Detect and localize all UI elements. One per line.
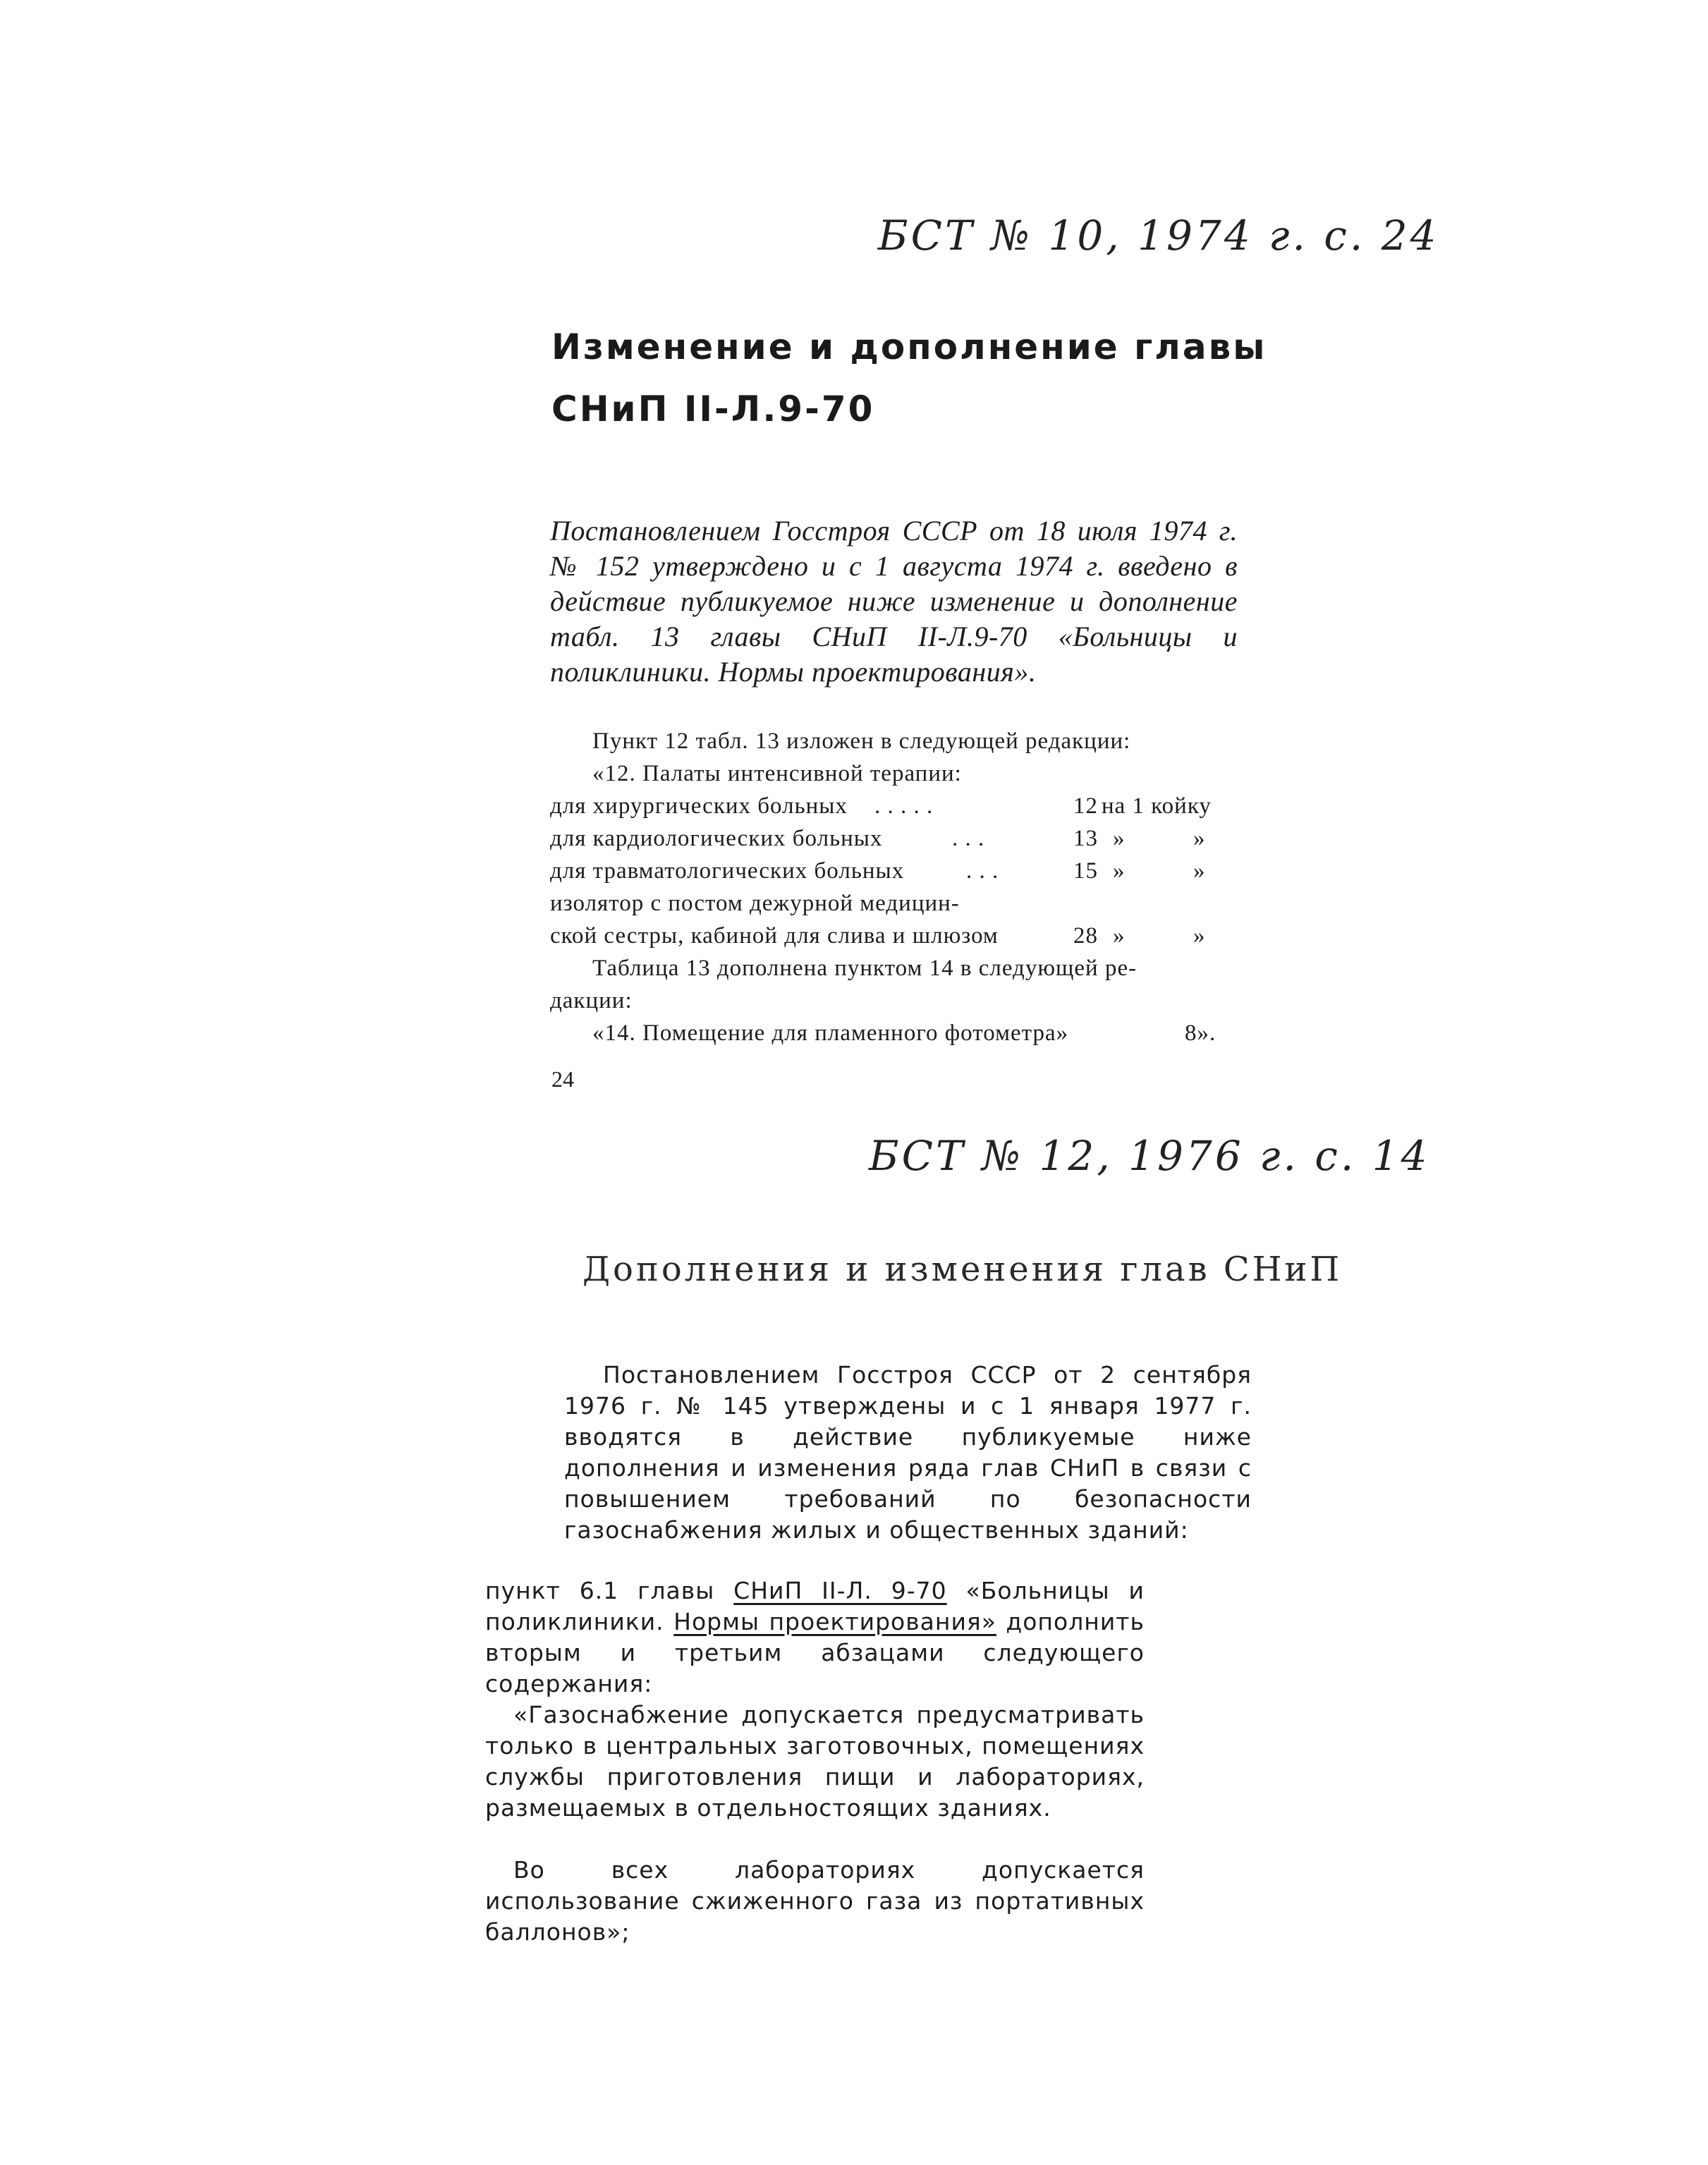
row-value: 13 — [1073, 826, 1098, 851]
row-label: для хирургических больных — [550, 793, 848, 819]
section1-title — [551, 316, 1267, 440]
item14-text: «14. Помещение для пламенного фотометра» — [592, 1020, 1069, 1046]
point-tail: дополнить вторым и третьим абзацами следующего содержания: — [485, 1608, 1145, 1697]
table-row — [550, 855, 1241, 887]
paragraph-point12-text: Пункт 12 табл. 13 изложен в следующей редакции: — [592, 728, 1131, 754]
handwritten-reference-1: БСТ № 10, 1974 г. с. 24 — [878, 212, 1439, 260]
table-row — [550, 822, 1241, 855]
norms-reference: Нормы проектирования» — [673, 1608, 996, 1635]
point-rest: «Больницы и поликлиники. — [485, 1577, 1145, 1635]
section1-table-block — [550, 725, 1241, 1056]
table-row — [550, 920, 1241, 952]
row-unit: » — [1113, 858, 1126, 884]
paragraph-point14-line2: дакции: — [550, 988, 633, 1013]
section2-intro: Постановлением Госстроя СССР от 2 сентября 1976 г. № 145 утверждены и с 1 января 1977 г. вводятся в действие публикуемые ниже дополнения и изменения ряда глав СНиП в связи с повышением требований по безопасности газоснабжения жилых и общественных зданий: — [564, 1361, 1252, 1544]
section1-intro: Постановлением Госстроя СССР от 18 июля 1974 г. № 152 утверждено и с 1 августа 1974 г. введено в действие публикуемое ниже изменение и дополнение табл. 13 главы СНиП II-Л.9-70 «Больницы и поликлиники. Нормы проектирования». — [550, 515, 1238, 688]
section1-title-line2: СНиП II-Л.9-70 — [551, 389, 875, 429]
row-label: для кардиологических больных — [550, 826, 883, 851]
page-number: 24 — [551, 1066, 574, 1092]
row-value: 15 — [1073, 858, 1098, 884]
item14-value: 8». — [1185, 1020, 1216, 1046]
row-unit: » — [1113, 923, 1126, 949]
section2-title: Дополнения и изменения глав СНиП — [582, 1250, 1343, 1289]
point-prefix: пункт 6.1 главы — [485, 1577, 734, 1604]
section2-quote2: Во всех лабораториях допускается использование сжиженного газа из портативных баллонов»; — [485, 1856, 1145, 1946]
item14-row — [592, 1017, 1241, 1049]
item12-text: «12. Палаты интенсивной терапии: — [592, 761, 962, 786]
section2-quote1: «Газоснабжение допускается предусматривать только в центральных заготовочных, помещениях службы приготовления пищи и лабораториях, размещаемых в отдельностоящих зданиях. — [485, 1701, 1145, 1822]
paragraph-point14-line1: Таблица 13 дополнена пунктом 14 в следующей ре- — [592, 956, 1137, 981]
snip-reference: СНиП II-Л. 9-70 — [733, 1577, 947, 1604]
section1-title-line1: Изменение и дополнение главы — [551, 327, 1267, 367]
row-dots: . . . . . — [874, 793, 934, 819]
row-unit-ditto: » — [1193, 858, 1206, 884]
row-unit: » — [1113, 826, 1126, 851]
row-label: ской сестры, кабиной для слива и шлюзом — [550, 923, 999, 949]
row-value: 28 — [1073, 923, 1098, 949]
row-unit: на 1 койку — [1102, 793, 1212, 819]
row-label: для травматологических больных — [550, 858, 905, 884]
row-unit-ditto: » — [1193, 923, 1206, 949]
section2-point — [485, 1575, 1145, 1700]
row-label: изолятор с постом дежурной медицин- — [550, 891, 960, 916]
handwritten-reference-2: БСТ № 12, 1976 г. с. 14 — [869, 1132, 1430, 1180]
table-row — [550, 790, 1241, 822]
row-dots: . . . — [952, 826, 985, 851]
row-unit-ditto: » — [1193, 826, 1206, 851]
row-dots: . . . — [966, 858, 999, 884]
row-value: 12 — [1073, 793, 1098, 819]
